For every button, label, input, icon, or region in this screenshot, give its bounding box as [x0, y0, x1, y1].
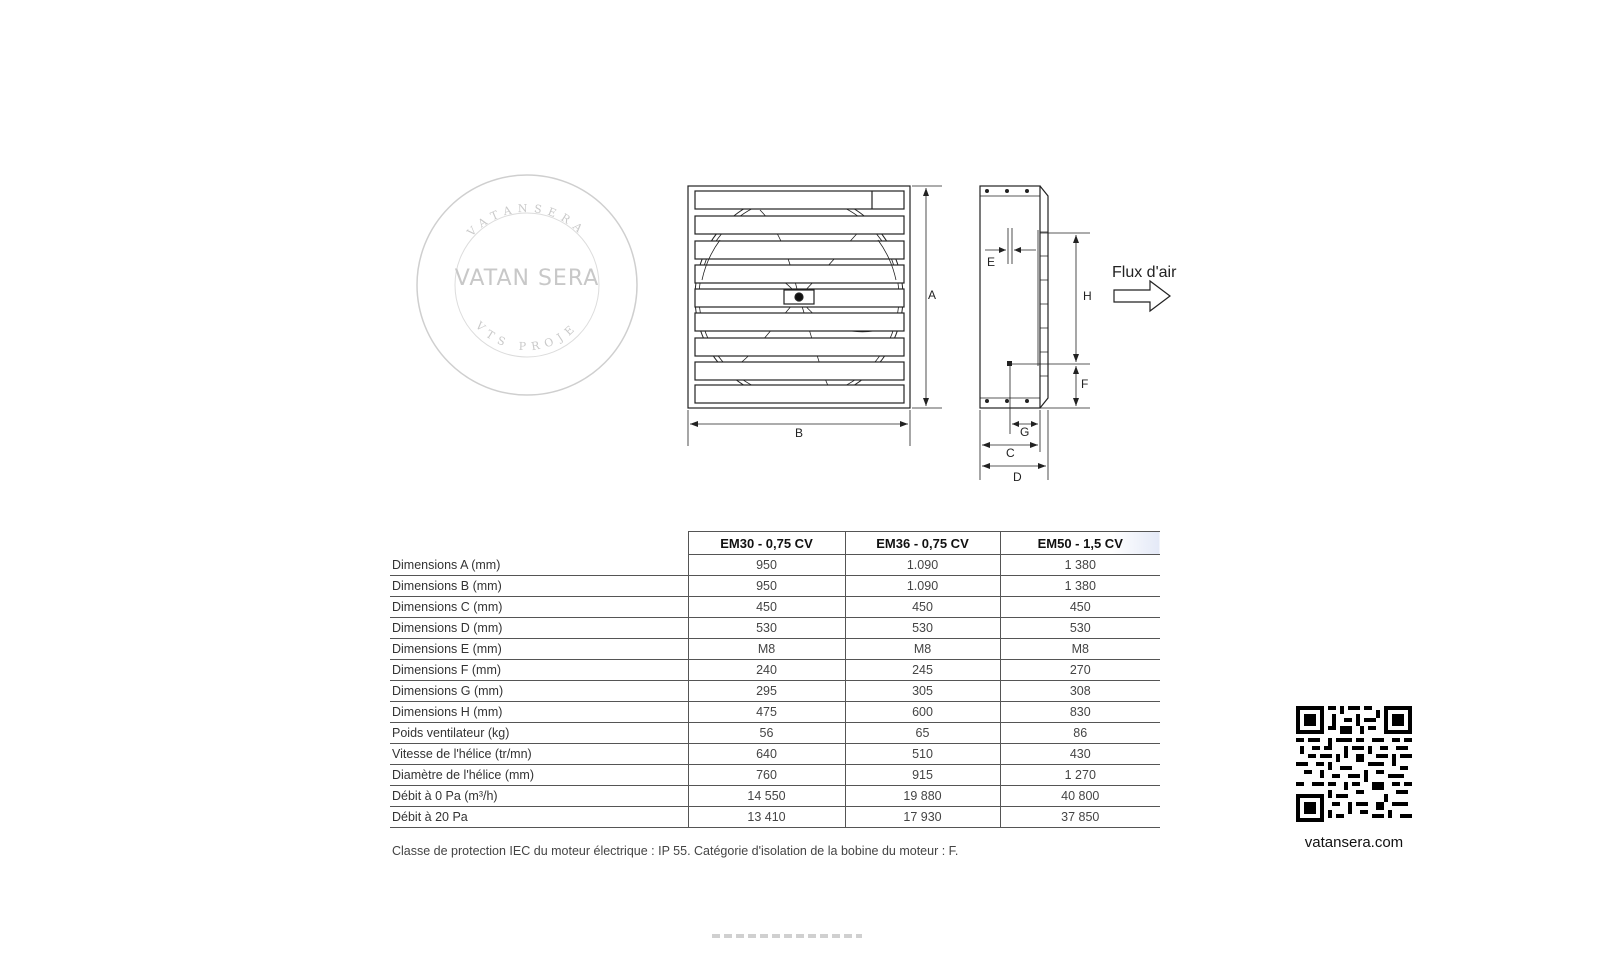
cell-value: 510 [845, 744, 1000, 765]
watermark-arc-bottom: VTS PROJE [472, 319, 582, 354]
cell-value: 13 410 [688, 807, 845, 828]
table-row [390, 555, 1160, 576]
cell-value: 640 [688, 744, 845, 765]
table-row [390, 765, 1160, 786]
cell-value: M8 [1000, 639, 1160, 660]
cell-value: 245 [845, 660, 1000, 681]
cell-value: 450 [1000, 597, 1160, 618]
cell-value: 950 [688, 555, 845, 576]
cell-value: M8 [845, 639, 1000, 660]
table-row [390, 723, 1160, 744]
table-header-em36: EM36 - 0,75 CV [845, 532, 1000, 555]
table-row [390, 744, 1160, 765]
table-header-em30: EM30 - 0,75 CV [688, 532, 845, 555]
cell-value: 1.090 [845, 576, 1000, 597]
dim-label-h: H [1083, 289, 1092, 303]
row-label: Dimensions E (mm) [390, 639, 688, 660]
cell-value: 17 930 [845, 807, 1000, 828]
table-header-blank [390, 532, 688, 555]
table-row [390, 576, 1160, 597]
watermark-arc-top: VATANSERA [464, 201, 590, 240]
website-link[interactable]: vatansera.com [1304, 834, 1404, 851]
row-label: Poids ventilateur (kg) [390, 723, 688, 744]
cell-value: 40 800 [1000, 786, 1160, 807]
table-row [390, 618, 1160, 639]
cell-value: 56 [688, 723, 845, 744]
row-label: Dimensions A (mm) [390, 555, 688, 576]
table-row [390, 786, 1160, 807]
cell-value: 475 [688, 702, 845, 723]
cell-value: 760 [688, 765, 845, 786]
row-label: Vitesse de l'hélice (tr/mn) [390, 744, 688, 765]
table-row [390, 597, 1160, 618]
dim-label-c: C [1006, 446, 1015, 460]
dim-label-f: F [1081, 377, 1089, 391]
table-footnote: Classe de protection IEC du moteur électrique : IP 55. Catégorie d'isolation de la bobine du moteur : F. [392, 844, 959, 858]
cell-value: 37 850 [1000, 807, 1160, 828]
table-row [390, 660, 1160, 681]
cell-value: 14 550 [688, 786, 845, 807]
table-row [390, 681, 1160, 702]
watermark-brand: VATAN SERA [454, 266, 600, 291]
airflow-label: Flux d'air [1112, 264, 1177, 281]
svg-text:VTS PROJE [472, 318, 581, 353]
cell-value: 430 [1000, 744, 1160, 765]
cell-value: 1 380 [1000, 555, 1160, 576]
cell-value: 530 [688, 618, 845, 639]
cell-value: 915 [845, 765, 1000, 786]
row-label: Dimensions D (mm) [390, 618, 688, 639]
cell-value: 530 [1000, 618, 1160, 639]
cell-value: 86 [1000, 723, 1160, 744]
cell-value: 65 [845, 723, 1000, 744]
cell-value: 270 [1000, 660, 1160, 681]
table-row [390, 639, 1160, 660]
qr-code-icon [1296, 706, 1412, 822]
cell-value: 295 [688, 681, 845, 702]
row-label: Dimensions F (mm) [390, 660, 688, 681]
cell-value: 450 [688, 597, 845, 618]
row-label: Débit à 0 Pa (m³/h) [390, 786, 688, 807]
dim-label-e: E [987, 255, 996, 269]
row-label: Dimensions C (mm) [390, 597, 688, 618]
cell-value: 830 [1000, 702, 1160, 723]
dim-label-b: B [795, 426, 804, 440]
cell-value: 530 [845, 618, 1000, 639]
spec-table [390, 531, 1160, 828]
table-header-row [390, 532, 1160, 555]
dim-label-g: G [1020, 425, 1030, 439]
cell-value: 1 270 [1000, 765, 1160, 786]
cell-value: 240 [688, 660, 845, 681]
cell-value: M8 [688, 639, 845, 660]
svg-text:VATANSERA [464, 202, 589, 240]
row-label: Dimensions H (mm) [390, 702, 688, 723]
faint-footer-text [712, 934, 862, 938]
cell-value: 1 380 [1000, 576, 1160, 597]
table-row [390, 702, 1160, 723]
cell-value: 600 [845, 702, 1000, 723]
table-header-em50: EM50 - 1,5 CV [1000, 532, 1160, 555]
cell-value: 950 [688, 576, 845, 597]
cell-value: 19 880 [845, 786, 1000, 807]
row-label: Débit à 20 Pa [390, 807, 688, 828]
cell-value: 308 [1000, 681, 1160, 702]
row-label: Dimensions G (mm) [390, 681, 688, 702]
cell-value: 450 [845, 597, 1000, 618]
cell-value: 305 [845, 681, 1000, 702]
table-row [390, 807, 1160, 828]
cell-value: 1.090 [845, 555, 1000, 576]
watermark-stamp [414, 172, 640, 398]
row-label: Dimensions B (mm) [390, 576, 688, 597]
dim-label-d: D [1013, 470, 1022, 484]
fan-dimension-drawing [680, 180, 1220, 490]
fan-drawing-icon [680, 180, 1220, 490]
dim-label-a: A [928, 288, 937, 302]
row-label: Diamètre de l'hélice (mm) [390, 765, 688, 786]
